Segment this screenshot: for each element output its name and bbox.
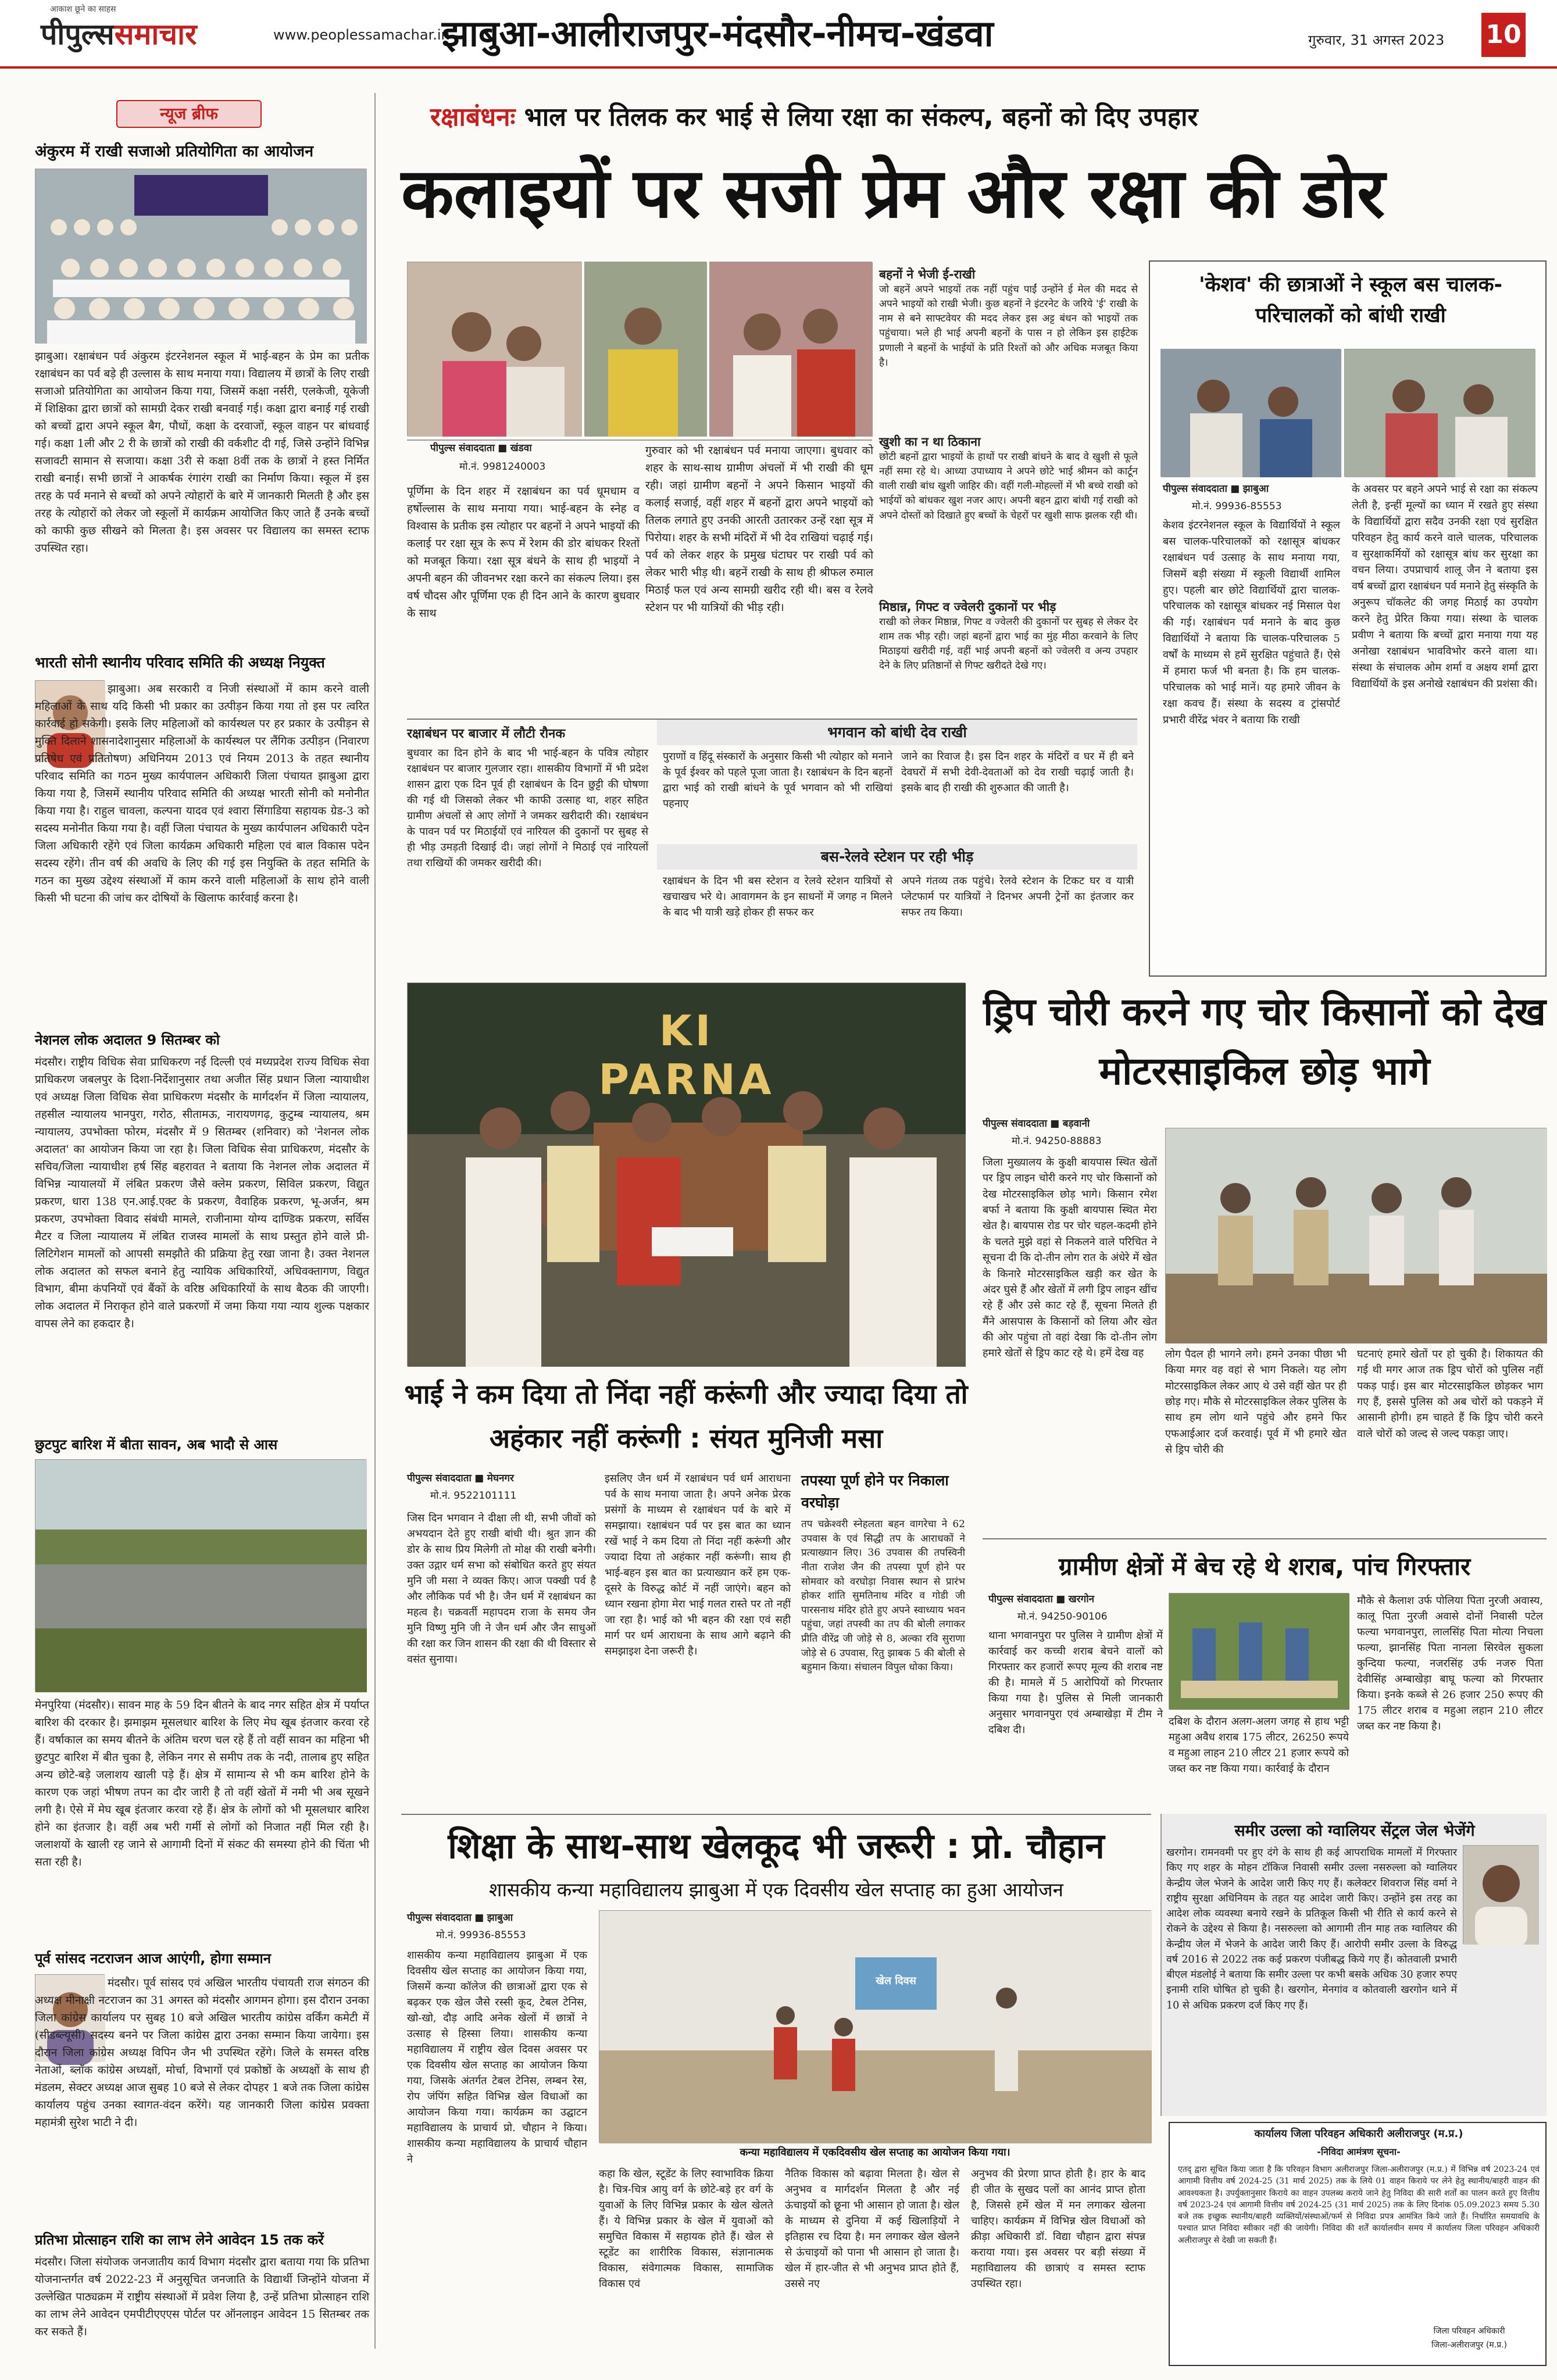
jain-headline: भाई ने कम दिया तो निंदा नहीं करूंगी और ज्यादा दिया तो अहंकार नहीं करूंगी : संयत मुनिजी मसा bbox=[404, 1378, 968, 1455]
lead-bus-body-a: रक्षाबंधन के दिन भी बस स्टेशन व रेलवे स्टेशन यात्रियों से खचाखच भरे थे। आवागमन के इन साधनों में जगह न मिलने के बाद भी यात्री खड़े होकर ही सफर कर bbox=[663, 875, 892, 919]
jain-byline-text: पीपुल्स संवाददाता bbox=[407, 1473, 472, 1484]
sports-banner-text: खेल दिवस bbox=[876, 1975, 916, 1987]
jail-body: खरगोन। रामनवमी पर हुए दंगे के साथ ही कई आपराधिक मामलों में गिरफ्तार किए गए शहर के मोहन टॉकिज निवासी समीर उल्ला नसरुल्ला को ग्वालियर केन्द्रीय जेल भेजने के आदेश जारी किए गए हैं। कलेक्टर शिवराज सिंह वर्मा ने राष्ट्रीय सुरक्षा अधिनियम के तहत यह आदेश जारी किए। उन्होंने इस तरह का आदेश लोक व्यवस्था बनाये रखने के प्रतिकूल किसी भी रीति से कार्य करने से रोकने के उद्देश्य से किया है। नसरुल्ला को आगामी तीन माह तक ग्वालियर की केन्द्रीय जेल में भेजने के आदेश जारी किए हैं। आरोपी समीर उल्ला के विरुद्ध वर्ष 2016 से 2022 तक कई प्रकरण पंजीबद्ध किये गए हैं। कोतवाली प्रभारी बीएल मंडलोई ने बताया कि समीर उल्ला पर कभी बसके अधिक 30 हजार रुपए इनामी राशि घोषित हो चुकी है। खरगोन, मेनगांव व कोतवाली खरगोन थाने में 10 से अधिक प्रकरण दर्ज किए गए हैं। bbox=[1166, 1847, 1457, 2011]
tender-sign-2: जिला-अलीराजपुर (म.प्र.) bbox=[1431, 2340, 1508, 2350]
jail-title: समीर उल्ला को ग्वालियर सेंट्रल जेल भेजेंगे bbox=[1234, 1822, 1475, 1840]
left-column-rule bbox=[374, 93, 376, 2349]
khushi-subhead: खुशी का न था ठिकाना bbox=[879, 435, 981, 449]
issue-date: गुरुवार, 31 अगस्त 2023 bbox=[1308, 32, 1445, 48]
photo-sameer-ulla bbox=[1463, 1845, 1538, 1944]
lead-e-rakhi-subhead bbox=[879, 265, 1135, 283]
lead-kicker bbox=[430, 99, 1547, 136]
keshav-byline-text: पीपुल्स संवाददाता bbox=[1163, 483, 1227, 495]
drip-headline: ड्रिप चोरी करने गए चोर किसानों को देख मोटरसाइकिल छोड़ भागे bbox=[983, 989, 1546, 1094]
keshav-mobile: मो.नं. 99936-85553 bbox=[1192, 501, 1282, 512]
sports-headline: शिक्षा के साथ-साथ खेलकूद भी जरूरी : प्रो. चौहान bbox=[448, 1826, 1105, 1867]
e-rakhi-subhead: बहनों ने भेजी ई-राखी bbox=[879, 267, 976, 281]
sports-byline-place: झाबुआ bbox=[487, 1912, 513, 1924]
students-photo-svg bbox=[35, 169, 367, 344]
news-brief-label: न्यूज ब्रीफ bbox=[116, 100, 262, 128]
brief-pratibha-title: प्रतिभा प्रोत्साहन राशि का लाभ लेने आवेदन 15 तक करें bbox=[35, 2232, 324, 2248]
liquor-mobile: मो.नं. 94250-90106 bbox=[1017, 1611, 1108, 1623]
brief-lok-adalat-title: नेशनल लोक अदालत 9 सितम्बर को bbox=[35, 1032, 220, 1048]
photo-rakhi-family-cake bbox=[407, 982, 965, 1366]
sports-byline-text: पीपुल्स संवाददाता bbox=[407, 1912, 472, 1924]
tender-notice bbox=[1169, 2122, 1547, 2366]
brief-pratibha-body: मंदसौर। जिला संयोजक जनजातीय कार्य विभाग मंदसौर द्वारा बताया गया कि प्रतिभा योजनान्तर्गत वर्ष 2022-23 में अनुसूचित जनजाति के विद्यार्थी जिन्होंने योजना में उल्लेखित पाठ्यक्रम में राष्ट्रीय संस्थाओं में प्रवेश लिया है, उन्हें प्रतिभा प्रोत्साहन राशि का लाभ लेने आवेदन एमपीटीएएएस पोर्टल पर ऑनलाइन आवेदन 15 सितम्बर तक कर सकते हैं। bbox=[35, 2256, 369, 2339]
liquor-byline-place: खरगोन bbox=[1068, 1593, 1095, 1605]
drip-byline: पीपुल्स संवाददाता ■ बड़वानी bbox=[983, 1118, 1090, 1130]
bus-subhead: बस-रेलवे स्टेशन पर रही भीड़ bbox=[820, 848, 974, 865]
brief-ankuram-title: अंकुरम में राखी सजाओ प्रतियोगिता का आयोजन bbox=[35, 142, 314, 160]
lead-khushi-subhead bbox=[879, 433, 1135, 450]
brief-rain-title: छुटपुट बारिश में बीता सावन, अब भादौ से आस bbox=[35, 1436, 278, 1453]
drip-mobile: मो.नं. 94250-88883 bbox=[1012, 1135, 1102, 1147]
lead-kicker-text: भाल पर तिलक कर भाई से लिया रक्षा का संकल्प, बहनों को दिए उपहार bbox=[524, 102, 1198, 132]
brand-logo bbox=[41, 14, 238, 55]
jain-col2: इसलिए जैन धर्म में रक्षाबंधन पर्व धर्म आराधना पर्व के साथ मनाया जाता है। अपने अनेक प्रेरक प्रसंगों के माध्यम से रक्षाबंधन पर्व के बारे में समझाया। रक्षाबंधन पर्व पर इस बात का ध्यान रखें भाई ने कम दिया तो निंदा नहीं करूंगी और ज्यादा दिया तो अहंकार नहीं करूंगी। साथ ही भाई-बहन इस बात का प्रत्याख्यान करें हम एक-दूसरे के विरुद्ध कोर्ट में नहीं जाएंगे। बहन को ध्यान रखना होगा मेरा भाई गलत रास्ते पर तो नहीं जा रहा है। भाई को भी बहन की रक्षा एवं सही मार्ग पर धर्म आराधना के साथ आगे बढ़ाने की समझाइश देना जरूरी है। bbox=[605, 1473, 791, 1657]
liquor-col2: दबिश के दौरान अलग-अलग जगह से हाथ भट्टी महुआ अवैध शराब 175 लीटर, 26250 रूपये व महुआ लाहन 210 लीटर 21 हजार रूपये को जब्त कर नष्ट किया गया। कार्रवाई के दौरान bbox=[1169, 1716, 1349, 1775]
drip-col1: जिला मुख्यालय के कुक्षी बायपास स्थित खेतों पर ड्रिप लाइन चोरी करने गए चोर किसानों को देख मोटरसाइकिल छोड़ भागे। किसान रमेश बर्फा ने बताया कि कुक्षी बायपास स्थित मेरा खेत है। बायपास रोड पर चोर चहल-कदमी होने के चलते मुझे वहां से निकलने वाले परिचित ने सूचना दी कि दो-तीन लोग रात के अंधेरे में खेत के किनारे मोटरसाइकिल खड़ी कर खेत के अंदर घुसे हैं और खेतों में लगी ड्रिप लाइन खींच रहे हैं और उसे काट रहे हैं, सूचना मिलते ही मैंने आसपास के किसानों को लिया और खेत की ओर पहुंचा तो वहां देखा कि दो-तीन लोग हमारे खेतों से ड्रिप काट रहे थे। हमें देख वह bbox=[983, 1156, 1157, 1360]
jain-byline: पीपुल्स संवाददाता ■ मेघनगर bbox=[407, 1473, 514, 1484]
lead-byline-text: पीपुल्स संवाददाता bbox=[430, 442, 495, 454]
lead-bhagwan-body-a: पुराणों व हिंदू संस्कारों के अनुसार किसी भी त्योहार को मनाने के पूर्व ईश्वर को पहले पूजा जाता है। रक्षाबंधन के दिन बहनों द्वारा भाई को राखी बांधने के पूर्व भगवान को भी राखियां पहनाए bbox=[663, 751, 892, 810]
masthead bbox=[0, 0, 1557, 69]
keshav-col1: केशव इंटरनेशनल स्कूल के विद्यार्थियों ने स्कूल बस चालक-परिचालकों को रक्षासूत्र बांधकर रक्षाबंधन पर्व उत्साह के साथ मनाया गया, जिसमें बड़ी संख्या में स्कूली विद्यार्थी शामिल हुए। पहली बार छोटे विद्यार्थियों द्वारा चालक-परिचालक को रक्षासूत्र बांधकर नई मिसाल पेश की गई। रक्षाबंधन पर्व मनाने के बाद कुछ विद्यार्थियों ने बताया कि चालक-परिचालक 5 वर्षों के माध्यम से हमें सुरक्षित पहुंचाते हैं। ऐसे में हमारा फर्ज भी बनता है। कि हम चालक-परिचालक को भाई मानें। यह हमारे जीवन के रक्षा कवच हैं। संस्था के सदस्य व ट्रांसपोर्ट प्रभारी वीरेंद्र भंवर ने बताया कि राखी bbox=[1163, 519, 1340, 726]
tender-sign-1: जिला परिवहन अधिकारी bbox=[1433, 2327, 1505, 2336]
drip-byline-text: पीपुल्स संवाददाता bbox=[983, 1118, 1047, 1130]
keshav-byline: पीपुल्स संवाददाता ■ झाबुआ bbox=[1163, 483, 1269, 495]
mishthan-subhead: मिष्ठान्न, गिफ्ट व ज्वेलरी दुकानों पर भीड़ bbox=[879, 600, 1056, 614]
lead-kicker-red: रक्षाबंधनः bbox=[430, 102, 516, 132]
lead-mobile: मो.नं. 9981240003 bbox=[459, 461, 546, 473]
photo-sports-event bbox=[599, 1910, 1151, 2143]
photo-khandwa-rakhi-2 bbox=[584, 262, 706, 436]
lead-headline: कलाइयों पर सजी प्रेम और रक्षा की डोर bbox=[401, 153, 1385, 233]
jain-subhead: तपस्या पूर्ण होने पर निकाला वरघोड़ा bbox=[801, 1472, 949, 1511]
edition-title: झाबुआ-आलीराजपुर-मंदसौर-नीमच-खंडवा bbox=[442, 12, 994, 55]
photo-keshav-2 bbox=[1344, 349, 1535, 477]
drip-byline-place: बड़वानी bbox=[1062, 1118, 1090, 1130]
lead-byline: पीपुल्स संवाददाता ■ खंडवा bbox=[430, 442, 532, 454]
sports-subheadline: शासकीय कन्या महाविद्यालय झाबुआ में एक दिवसीय खेल सप्ताह का हुआ आयोजन bbox=[489, 1878, 1063, 1901]
lead-bus-body-b: अपने गंतव्य तक पहुंचे। रेलवे स्टेशन के टिकट घर व यात्री प्लेटफार्म पर यात्रियों ने दिनभर अपनी ट्रेनों का इंतजार कर सफर तय किया। bbox=[901, 875, 1134, 919]
page-number: 10 bbox=[1481, 13, 1526, 57]
brief-natarajan-title: पूर्व सांसद नटराजन आज आएंगी, होगा सम्मान bbox=[35, 1950, 272, 1967]
site-url[interactable]: www.peoplessamachar.in bbox=[273, 27, 450, 43]
photo-dry-lake bbox=[35, 1459, 366, 1692]
sports-caption: कन्या महाविद्यालय में एकदिवसीय खेल सप्ताह का आयोजन किया गया। bbox=[740, 2146, 1010, 2159]
family-cake-sign: KI PARNA bbox=[598, 1006, 775, 1104]
drip-col2: लोग पैदल ही भागने लगे। हमने उनका पीछा भी किया मगर वह वहां से भाग निकले। यह लोग मोटरसाइकिल लेकर आए थे उसे वहीं खेत पर ही छोड़ गए। मौके से मोटरसाइकिल लेकर पुलिस के साथ हम लोग थाने पहुंचे और हमने फिर एफआईआर दर्ज करवाई। पूर्व में भी हमारे खेत से ड्रिप चोरी की bbox=[1165, 1348, 1347, 1456]
brief-natarajan-body: मंदसौर। पूर्व सांसद एवं अखिल भारतीय पंचायती राज संगठन की अध्यक्ष मीनाक्षी नटराजन का 31 अगस्त को मंदसौर आगमन होगा। इस दौरान उनका जिला कांग्रेस कार्यालय पर सुबह 10 बजे अखिल भारतीय कांग्रेस वर्किंग कमेटी में (सीडब्ल्यूसी) सदस्य बनने पर जिला कांग्रेस द्वारा उनका सम्मान किया जायेगा। इस दौरान जिला कांग्रेस अध्यक्ष विपिन जैन भी उपस्थित रहेंगे। जिले के समस्त वरिष्ठ नेताओं, ब्लॉक कांग्रेस अध्यक्षों, मोर्चा, विभागों एवं प्रकोष्ठों के अध्यक्षों के साथ ही मंडलम, सेक्टर अध्यक्ष आज सुबह 10 बजे से लेकर दोपहर 1 बजे तक जिला कांग्रेस कार्यालय पहुंच उनका स्वागत-वंदन करेंगे। यह जानकारी जिला कांग्रेस प्रवक्ता महामंत्री सुरेश भाटी ने दी। bbox=[35, 1977, 369, 2129]
keshav-title: 'केशव' की छात्राओं ने स्कूल बस चालक-परिचालकों को बांधी राखी bbox=[1198, 273, 1503, 327]
lead-mishthan-subhead bbox=[879, 598, 1135, 615]
sports-byline: पीपुल्स संवाददाता ■ झाबुआ bbox=[407, 1912, 513, 1924]
photo-keshav-1 bbox=[1160, 349, 1341, 477]
brief-soni-body: झाबुआ। अब सरकारी व निजी संस्थाओं में काम करने वाली महिलाओं के साथ यदि किसी भी प्रकार का उत्पीड़न किया गया तो इस पर त्वरित कार्रवाई हो सकेगी। इसके लिए महिलाओं को कार्यस्थल पर हर प्रकार के उत्पीड़न से मुक्ति दिलाने शासनादेशानुसार महिलाओं के कार्यस्थल पर लैंगिक उत्पीड़न (निवारण प्रतिषेध एवं प्रतितोषण) अधिनियम 2013 एवं नियम 2013 के तहत स्थानीय परिवाद समिति का गठन मुख्य कार्यपालन अधिकारी जिला पंचायत झाबुआ द्वारा किया गया है, जिसमें स्थानीय परिवाद समिति की अध्यक्ष भारती सोनी को मनोनीत किया गया है। राहुल चावला, कल्पना यादव एवं श्वारा सिंगाडिया सहायक ग्रेड-3 को सदस्य मनोनीत किया गया है। वहीं जिला पंचायत के मुख्य कार्यपालन अधिकारी पदेन जिला अधिकारी रहेंगे एवं जिला कार्यक्रम अधिकारी महिला एवं बाल विकास पदेन सदस्य रहेंगे। तीन वर्ष की अवधि के लिए की गई इस नियुक्ति के तहत समिति के गठन का मुख्य उद्देश्य संस्थाओं में काम करने वाली महिलाओं के साथ होने वाली किसी भी घटना की जांच कर दोषियों के खिलाफ कार्रवाई करना है। bbox=[35, 682, 369, 905]
jain-col3: तप चक्रेश्वरी स्नेहलता बहन वागरेचा ने 62 उपवास के एवं सिद्धी तप के आराधकों ने प्रत्याख्यान लिए। 36 उपवास की तपस्विनी नीता राजेश जैन की तपस्या पूर्ण होने पर सोमवार को वरघोड़ा निवास स्थान से प्रारंभ होकर शांति सुमतिनाथ मंदिर व गोडी जी पारसनाथ मंदिर होते हुए अपने स्वाध्याय भवन पहुंचा, जहां तपस्वी का तप की बोली लगाकर प्रीति वीरेंद्र जी जोड़े से 8, अल्का रवि सुराणा जोड़े से 6 उपवास, रितु झाबक 5 की बोली से बहुमान किया। संचालन विपुल धोका किया। bbox=[801, 1518, 965, 1674]
sports-col3: नैतिक विकास को बढ़ावा मिलता है। खेल से अनुभव व मार्गदर्शन मिलता है और नई ऊंचाइयों को छूना भी आसान हो जाता है। खेल के माध्यम से दुनिया में कई खिलाड़ियों ने इतिहास रच दिया है। मन लगाकर खेल खेलने से ऊंचाइयों को पाना भी आसान हो जाता है। खेल में हार-जीत से भी अनुभव प्राप्त होते हैं, उससे नए bbox=[785, 2168, 959, 2290]
lead-bhagwan-body-b: जाने का रिवाज है। इस दिन शहर के मंदिरों व घर में ही बने देवघरों में सभी देवी-देवताओं को देव राखी चढ़ाई जाती है। इसके बाद ही राखी की शुरुआत की जाती है। bbox=[901, 751, 1134, 794]
liquor-col1: थाना भगवानपुरा पर पुलिस ने ग्रामीण क्षेत्रों में कार्रवाई कर कच्ची शराब बेचने वालों को गिरफ्तार कर हजारों रूपए मूल्य की शराब नष्ट की है। मामले में 5 आरोपियों को गिरफ्तार किया गया है। पुलिस से मिली जानकारी अनुसार भगवानपुरा एवं अम्बाखेड़ा में टीम ने दबिश दी। bbox=[988, 1629, 1163, 1736]
photo-khandwa-big bbox=[605, 262, 606, 263]
liquor-rule bbox=[983, 1538, 1547, 1539]
sports-col4: अनुभव की प्रेरणा प्राप्त होती है। हार के बाद ही जीत के सुखद पलों का आनंद प्राप्त होता है, जिससे हमें खेल में मन लगाकर खेलना चाहिए। कार्यक्रम में विभिन्न खेल विधाओं को क्रीड़ा अधिकारी डॉ. विद्या चौहान द्वारा संपन्न कराया गया। इस अवसर पर बड़ी संख्या में महाविद्यालय की छात्राएं व समस्त स्टाफ उपस्थित रहा। bbox=[971, 2168, 1145, 2290]
photo-khandwa-rakhi-1 bbox=[407, 262, 581, 436]
liquor-byline: पीपुल्स संवाददाता ■ खरगोन bbox=[988, 1593, 1095, 1605]
jain-mobile: मो.नं. 9522101111 bbox=[430, 1490, 517, 1502]
photo-liquor-raid bbox=[1169, 1593, 1349, 1709]
liquor-headline: ग्रामीण क्षेत्रों में बेच रहे थे शराब, पांच गिरफ्तार bbox=[1058, 1552, 1471, 1581]
photo-police-station bbox=[1165, 1128, 1547, 1343]
lead-e-rakhi-body: जो बहनें अपने भाइयों तक नहीं पहुंच पाईं उन्होंने ई मेल की मदद से अपने भाइयों को राखी भेजी। कुछ बहनों ने इंटरनेट के जरिये 'ई' राखी के नाम से बने साफ्टवेयर की मदद लेकर इस अट्ट बंधन को भाइयों तक पहुंचाया। भले ही भाई अपनी बहनों के पास न हो लेकिन इस हाईटेक प्रणाली ने बहनों के भाईयों के प्रति रिश्तों को और अधिक मजबूत किया है। bbox=[879, 284, 1138, 369]
sports-col2: कहा कि खेल, स्टूडेंट के लिए स्वाभाविक क्रिया है। चित्र-चित्र आयु वर्ग के छोटे-बड़े हर वर्ग के युवाओं के लिए विभिन्न प्रकार के खेल खेलते हैं। ये विभिन्न प्रकार के खेल में युवाओं को समुचित विकास में सहायक होते हैं। खेल से स्टूडेंट का शारीरिक विकास, संज्ञानात्मक विकास, संवेगात्मक विकास, सामाजिक विकास एवं bbox=[599, 2168, 773, 2290]
tender-title: कार्यालय जिला परिवहन अधिकारी अलीराजपुर (म.प्र.) bbox=[1254, 2128, 1463, 2140]
lead-khushi-body: छोटी बहनों द्वारा भाइयों के हाथों पर राखी बांधने के बाद वे खुशी से फूले नहीं समा रहे थे। आध्या उपाध्याय ने अपने छोटे भाई श्रीमन को कार्टून वाली राखी बांध खुशी जाहिर की। वहीं गली-मोहल्लों में भी बच्चे राखी को भाईयों को बांधकर खुश नजर आए। अपनी बहन द्वारा बांधी गई राखी को अपने दोस्तों को दिखाते हुए बच्चों के चेहरों पर खुशी साफ झलक रही थी। bbox=[879, 451, 1138, 521]
brand-right: समाचार bbox=[114, 17, 197, 51]
lead-bus-subhead-box bbox=[657, 844, 1137, 870]
liquor-byline-text: पीपुल्स संवाददाता bbox=[988, 1593, 1053, 1605]
sports-col1: शासकीय कन्या महाविद्यालय झाबुआ में एक दिवसीय खेल सप्ताह का आयोजन किया गया, जिसमें कन्या कॉलेज की छात्राओं द्वारा एक से बढ़कर एक खेल जैसे रस्सी कूद, टेबल टेनिस, खो-खो, दौड़ आदि अनेक खेलों में छात्रों ने उत्साह से हिस्सा लिया। शासकीय कन्या महाविद्यालय में राष्ट्रीय खेल दिवस अवसर पर एक दिवसीय खेल सप्ताह का आयोजन किया गया, जिसके अंतर्गत टेबल टेनिस, लम्बन रेस, रोप जंपिंग सहित विभिन्न खेल विधाओं का आयोजन किया गया। कार्यक्रम का उद्घाटन महाविद्यालय के प्राचार्य प्रो. चौहान ने किया। शासकीय कन्या महाविद्यालय के प्राचार्य चौहान ने bbox=[407, 1949, 587, 2165]
brand-left: पीपुल्स bbox=[41, 17, 115, 51]
keshav-byline-place: झाबुआ bbox=[1242, 483, 1269, 495]
jain-col1: जिस दिन भगवान ने दीक्षा ली थी, सभी जीवों को अभयदान देते हुए राखी बांधी थी। श्रुत ज्ञान की डोर के साथ प्रिय मिलेगी तो मोक्ष की राखी बनेगी। उक्त उद्गार धर्म सभा को संबोधित करते हुए संयत मुनि जी मसा ने व्यक्त किए। आज पक्खी पर्व है और लौकिक पर्व भी है। जैन धर्म में रक्षाबंधन का महत्व है। चक्रवर्ती महापदम राजा के समय जैन मुनि विष्णु मुनि जी ने जैन धर्म और जैन साधुओं की रक्षा कर जिन शासन की रक्षा की थी विस्तार से वसंत सुनाया। bbox=[407, 1512, 596, 1666]
lead-byline-place: खंडवा bbox=[510, 442, 532, 454]
brief-lok-adalat-body: मंदसौर। राष्ट्रीय विधिक सेवा प्राधिकरण नई दिल्ली एवं मध्यप्रदेश राज्य विधिक सेवा प्राधिकरण जबलपुर के दिशा-निर्देशानुसार तथा अजीत सिंह प्रधान जिला न्यायाधीश एवं अध्यक्ष जिला विधिक सेवा प्राधिकरण मंदसौर के मार्गदर्शन में जिला न्यायालय, तहसील न्यायालय भानपुरा, गरोठ, सीतामऊ, नारायणगढ़, कुटुम्ब न्यायालय, श्रम न्यायालय, उपभोक्ता फोरम, मंदसौर में 9 सितम्बर (शनिवार) को 'नेशनल लोक अदालत' का आयोजन किया जा रहा है। जिला विधिक सेवा प्राधिकरण, मंदसौर के सचिव/जिला न्यायाधीश हर्ष सिंह बहरावत ने बताया कि नेशनल लोक अदालत में विभिन्न न्यायालयों में लंबित प्रकरण जैसे क्लेम प्रकरण, सिविल प्रकरण, विद्युत प्रकरण, धारा 138 एन.आई.एक्ट के प्रकरण, वैवाहिक प्रकरण, भू-अर्जन, श्रम प्रकरण, उपभोक्ता विवाद संबंधी मामले, राजीनामा योग्य दाण्डिक प्रकरण, सर्विस मैटर व जिला न्यायालय में लंबित राजस्व मामलों के साथ प्रस्तुत होने वाले प्री-लिटिगेशन मामलों को आपसी समझौते की प्रक्रिया हेतु रखा जाना है। उक्त नेशनल लोक अदालत को सफल बनाने हेतु न्यायिक अधिकारियों, अधिवक्तागण, विद्युत विभाग, बीमा कंपनियों एवं बैंकों के वरिष्ठ अधिकारियों के साथ बैठक की जाएगी। लोक अदालत में निराकृत होने वाले प्रकरणों में जमा किया गया न्याय शुल्क पक्षकार वापस लेने का हकदार है। bbox=[35, 1056, 369, 1331]
tender-subtitle: -निविदा आमंत्रण सूचना- bbox=[1317, 2146, 1401, 2157]
lead-bhagwan-subhead-box bbox=[657, 720, 1137, 745]
sports-mobile: मो.नं. 99936-85553 bbox=[436, 1929, 526, 1941]
bazaar-subhead: रक्षाबंधन पर बाजार में लौटी रौनक bbox=[407, 727, 566, 741]
photo-ankuram-students bbox=[35, 169, 366, 343]
brief-soni-title: भारती सोनी स्थानीय परिवाद समिति की अध्यक्ष नियुक्त bbox=[35, 654, 325, 671]
lead-bazaar-body: बुधवार का दिन होने के बाद भी भाई-बहन के पवित्र त्योहार रक्षाबंधन पर बाजार गुलजार रहा। शासकीय विभागों में भी प्रदेश शासन द्वारा एक दिन पूर्व ही रक्षाबंधन के दिन छुट्टी की घोषणा की गई थी जिसको लेकर भी काफी उत्साह था, शहर सहित ग्रामीण अंचलों से आए लोगों ने जमकर खरीदारी की। रक्षाबंधन के पावन पर्व पर मिठाईयों एवं नारियल की दुकानों पर सुबह से ही भीड़ उमड़ती दिखाई दी। जहां लोगों ने मिठाई एवं नारियलों तथा राखियों की जमकर खरीदी की। bbox=[407, 747, 648, 869]
brief-rain-body: मेनपुरिया (मंदसौर)। सावन माह के 59 दिन बीतने के बाद नगर सहित क्षेत्र में पर्याप्त बारिश की दरकार है। झमाझम मूसलधार बारिश के लिए मेघ खूब इंतजार करवा रहे हैं। वर्षाकाल का समय बीतने के अंतिम चरण चल रहे हैं तो वहीं सावन का महिना भी छुटपुट बारिश में बीत चुका है, लेकिन नगर से समीप तक के नदी, तालाब हुए सहित अन्य छोटे-बड़े जलाशय खाली पड़े हैं। क्षेत्र में सामान्य से भी कम बारिश होने के कारण एक जहां भीषण तपन का दौर जारी है तो वहीं खेतों में नमी भी अब सूखने लगी है। ऐसे में मेघ खूब इंतजार करवा रहे हैं। क्षेत्र के लोगों को भी मूसलधार बारिश होने का इंतजार है। वहीं अब भरी गर्मी से लोगों को निजात नहीं मिल रही है। जलाशयों के खाली रह जाने से आगामी दिनों में संकट की समस्या होने की चिंता भी सता रही है। bbox=[35, 1699, 369, 1869]
bhagwan-subhead: भगवान को बांधी देव राखी bbox=[827, 724, 967, 741]
photo-khandwa-rakhi-3 bbox=[709, 262, 872, 436]
keshav-col2: के अवसर पर बहने अपने भाई से रक्षा का संकल्प लेती है, इन्हीं मूल्यों का ध्यान में रखते हुए संस्था के विद्यार्थियों द्वारा सदैव उनकी रक्षा एवं सुरक्षित परिवहन हेतु कार्य करने वाले चालक, परिचालक व सुरक्षाकर्मियों को रक्षासूत्र बांध कर सुरक्षा का वचन लिया। उपप्राचार्य शालू जैन ने बताया इस वर्ष बच्चों द्वारा रक्षाबंधन पर्व मनाने हेतु संस्कृति के अनुरूप चॉकलेट की जगह मिठाई का उपयोग करने हेतु प्रेरित किया गया। संस्था के चालक प्रवीण ने बताया कि बच्चों द्वारा मनाया गया यह अनोखा रक्षाबंधन भावविभोर करने वाला था। संस्था के संचालक ओम शर्मा व अक्षय शर्मा द्वारा विद्यार्थियों के इस अनोखे रक्षाबंधन की प्रशंसा की। bbox=[1352, 483, 1538, 690]
jain-byline-place: मेघनगर bbox=[487, 1473, 514, 1484]
liquor-col3: मौके से कैलाश उर्फ पोलिया पिता नुरजी अवास्य, कालू पिता नुरजी अवासे दोनों निवासी पटेल फल्या भगवानपुरा, लालसिंह पिता मोत्या निचला फल्या, झानसिंह पिता नानला सिरवेल सुकला कुन्दिया फल्या, नजरसिंह उर्फ नजरु पिता देवीसिंह अम्बाखेड़ा बाघू फल्या को गिरफ्तार किया। इनके कब्जे से 26 हजार 250 रूपए की 175 लीटर शराब व महुआ लहान 210 लीटर जब्त कर नष्ट किया है। bbox=[1357, 1595, 1543, 1732]
lead-col1: पूर्णिमा के दिन शहर में रक्षाबंधन का पर्व धूमधाम व हर्षोल्लास के साथ मनाया गया। भाई-बहन के स्नेह व विश्वास के प्रतीक इस त्योहार पर बहनों ने अपने भाइयों की कलाई पर रक्षा सूत्र के रूप में रेशम की डोर बांधकर रिश्तों को मजबूत किया। रक्षा सूत्र बंधने के साथ ही भाइयों ने अपनी बहन की जीवनभर रक्षा करने का संकल्प लिया। इस वर्ष चौदस और पूर्णिमा एक ही दिन आने के कारण बुधवार के साथ bbox=[407, 485, 640, 620]
drip-col3: घटनाएं हमारे खेतों पर हो चुकी है। शिकायत की गई थी मगर आज तक ड्रिप चोरों को पुलिस नहीं पकड़ पाई। इस बार मोटरसाइकिल छोड़कर भाग गए हैं, इससे पुलिस को अब चोरों को पकड़ने में आसानी होगी। हम चाहते हैं कि ड्रिप चोरी करने वाले चोरों को जल्द से जल्द पकड़ा जाए। bbox=[1357, 1348, 1543, 1440]
lead-col2: गुरुवार को भी रक्षाबंधन पर्व मनाया जाएगा। बुधवार को शहर के साथ-साथ ग्रामीण अंचलों में भी राखी की धूम रही। जहां ग्रामीण बहनों ने अपने किसान भाइयों की कलाई सजाई, वहीं शहर में बहनों द्वारा अपने भाइयों को तिलक लगाते हुए उनकी आरती उतारकर उन्हें रक्षा सूत्र में पिरोया। शहर के सभी मंदिरों में भी देव राखियां चढ़ाई गई। पर्व को लेकर शहर के प्रमुख घंटाघर पर राखी पर्व को लेकर भारी भीड़ थी। बहनें राखी के साथ ही श्रीफल रुमाल मिठाई फल एवं अन्य सामग्री खरीद रही थी। बस व रेलवे स्टेशन पर भी यात्रियों की भीड़ रही। bbox=[645, 444, 873, 614]
lead-mishthan-body: राखी को लेकर मिष्ठान्न, गिफ्ट व ज्वेलरी की दुकानों पर सुबह से लेकर देर शाम तक भीड़ रही। जहां बहनों द्वारा भाई का मुंह मीठा करवाने के लिए मिठाइयां खरीदी गई, वहीं भाई अपनी बहनों को ज्वेलरी व अन्य उपहार देने के लिए प्रतिष्ठानों से गिफ्ट खरीदते देखे गए। bbox=[879, 616, 1138, 672]
masthead-tagline: आकाश छूने का साहस bbox=[50, 5, 116, 14]
rakhi-banner bbox=[134, 175, 268, 216]
brief-ankuram-body: झाबुआ। रक्षाबंधन पर्व अंकुरम इंटरनेशनल स्कूल में भाई-बहन के प्रेम का प्रतीक रक्षाबंधन का पर्व बड़े ही उल्लास के साथ मनाया गया। विद्यालय में छात्रों के लिए राखी सजाओ प्रतियोगिता का आयोजन किया गया, जिसमें कक्षा नर्सरी, एलकेजी, यूकेजी में शिक्षिका द्वारा छात्रों को सामग्री देकर राखी बनवाई गई। कक्षा द्वारा बनाई गई राखी को बच्चों द्वारा अपने स्कूल बैग, पौधों, कक्षा के दरवाजों, स्कूल वाहन पर बांधवाई गई। कक्षा 1ली और 2 री के छात्रों को राखी की वर्कशीट दी गई, जिसे उन्होंने विभिन्न सजावटी सामान से सजाया। कक्षा 3री से कक्षा 8वीं तक के छात्रों ने हस्त निर्मित राखी बनाई। सभी छात्रों ने आकर्षक रंगारंग राखी का निर्माण किया। स्कूल में इस तरह के पर्व मनाने से बच्चों को अपने त्योहारों के बारे में जानकारी मिलती है और इस तरह के त्योहारों को लेकर जो स्कूलों में कार्यक्रम आयोजित किए जाते हैं उनके बच्चों को काफी कुछ सीखने को मिलता है। इस अवसर पर विद्यालय का समस्त स्टाफ उपस्थित रहा। bbox=[35, 350, 369, 555]
tender-body: एतद् द्वारा सूचित किया जाता है कि परिवहन विभाग अलीराजपुर जिला-अलीराजपुर (म.प्र.) में विभिन्न वर्ष 2023-24 एवं आगामी वित्तीय वर्ष 2024-25 (31 मार्च 2025) तक के लिये 01 वाहन किराये पर लेने हेतु स्थानीय/बाहरी वाहन की आवश्यकता है। उपर्युक्तानुसार किराये का वाहन उपलब्ध कराये जाने हेतु निविदा की सारी शर्तों का पालन करते हुए वित्तीय वर्ष 2023-24 एवं आगामी वित्तीय वर्ष 2024-25 (31 मार्च 2025) तक के लिए दिनांक 05.09.2023 समय 5.30 बजे तक इच्छुक स्थानीय/बाहरी व्यक्तियों/संस्थाओं/फर्म से निविदा प्रपत्र आमंत्रित किये जाते हैं। निर्धारित समयावधि के पश्चात प्राप्त निविदा स्वीकार नहीं की जायेगी। निविदा की शर्तें कार्यालयीन समय में कार्यालय जिला परिवहन अधिकारी अलीराजपुर से देखी जा सकती हैं। bbox=[1178, 2165, 1540, 2245]
photo-khandwa-family bbox=[686, 262, 687, 263]
lead-bazaar-subhead bbox=[407, 724, 651, 743]
sports-rule bbox=[401, 1814, 1151, 1815]
